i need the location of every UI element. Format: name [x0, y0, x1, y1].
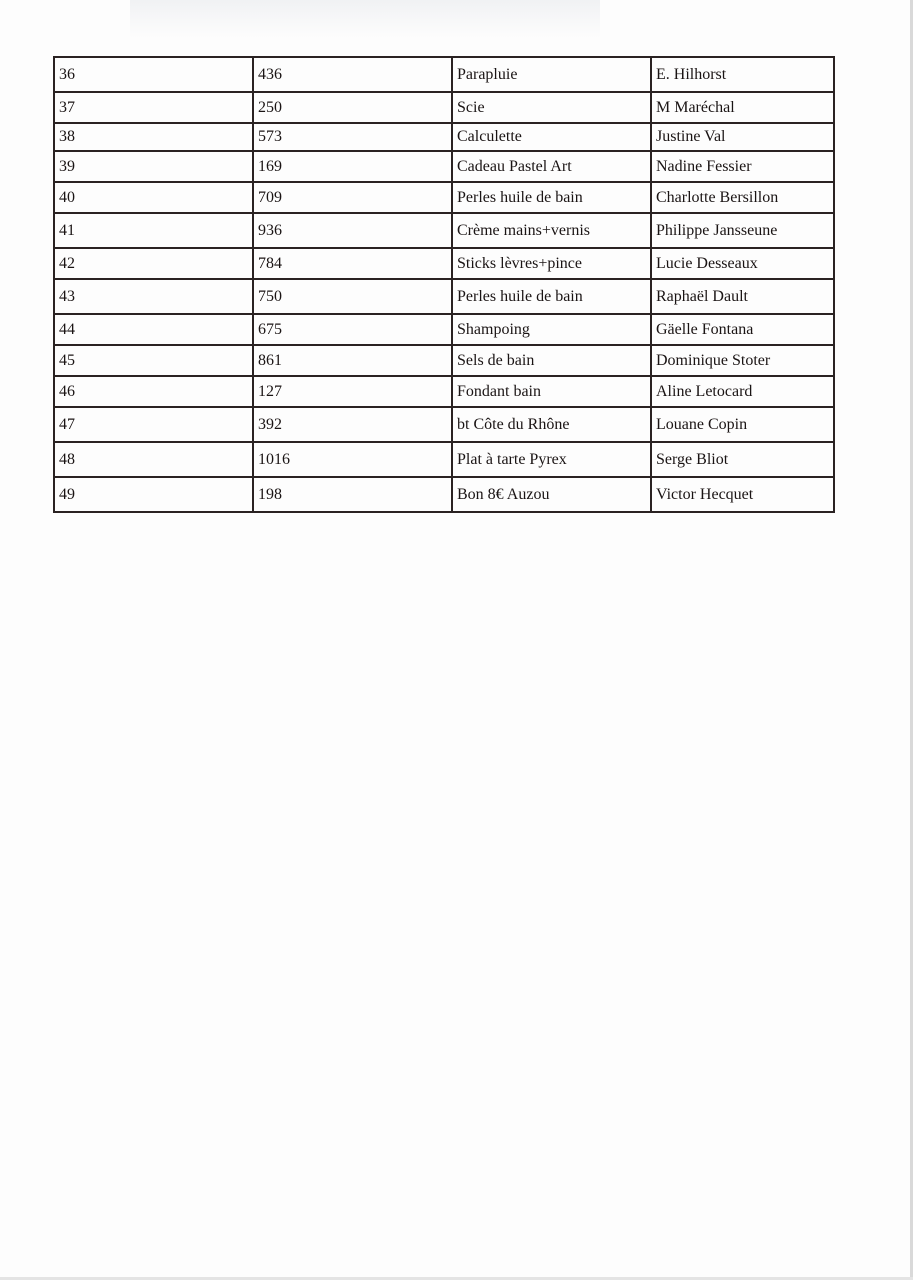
row-number-cell: 48	[54, 442, 253, 477]
ticket-number-cell: 750	[253, 279, 452, 314]
winner-cell: M Maréchal	[651, 92, 834, 123]
winner-cell: Charlotte Bersillon	[651, 182, 834, 213]
table-row	[54, 151, 834, 182]
winner-cell: Serge Bliot	[651, 442, 834, 477]
winner-cell: Louane Copin	[651, 407, 834, 442]
row-number-cell: 44	[54, 314, 253, 345]
ticket-number-cell: 573	[253, 123, 452, 151]
row-number-cell: 41	[54, 213, 253, 248]
prize-cell: Cadeau Pastel Art	[452, 151, 651, 182]
ticket-number-cell: 169	[253, 151, 452, 182]
ticket-number-cell: 675	[253, 314, 452, 345]
winner-cell: Raphaël Dault	[651, 279, 834, 314]
winner-cell: Nadine Fessier	[651, 151, 834, 182]
table-row	[54, 407, 834, 442]
table-row	[54, 345, 834, 376]
prize-cell: Perles huile de bain	[452, 182, 651, 213]
prize-cell: bt Côte du Rhône	[452, 407, 651, 442]
prize-cell: Bon 8€ Auzou	[452, 477, 651, 512]
prize-cell: Shampoing	[452, 314, 651, 345]
ticket-number-cell: 784	[253, 248, 452, 279]
row-number-cell: 38	[54, 123, 253, 151]
table-row	[54, 477, 834, 512]
table-row	[54, 279, 834, 314]
table-row	[54, 376, 834, 407]
prize-cell: Sels de bain	[452, 345, 651, 376]
bleed-through-shadow	[130, 0, 600, 38]
row-number-cell: 42	[54, 248, 253, 279]
row-number-cell: 46	[54, 376, 253, 407]
prize-cell: Fondant bain	[452, 376, 651, 407]
table-row	[54, 182, 834, 213]
lottery-results-table	[53, 56, 835, 513]
prize-cell: Crème mains+vernis	[452, 213, 651, 248]
ticket-number-cell: 250	[253, 92, 452, 123]
row-number-cell: 40	[54, 182, 253, 213]
winner-cell: Victor Hecquet	[651, 477, 834, 512]
prize-cell: Calculette	[452, 123, 651, 151]
prize-cell: Sticks lèvres+pince	[452, 248, 651, 279]
winner-cell: Lucie Desseaux	[651, 248, 834, 279]
table-row	[54, 442, 834, 477]
prize-cell: Perles huile de bain	[452, 279, 651, 314]
ticket-number-cell: 1016	[253, 442, 452, 477]
winner-cell: Dominique Stoter	[651, 345, 834, 376]
winner-cell: Aline Letocard	[651, 376, 834, 407]
table-row	[54, 314, 834, 345]
row-number-cell: 36	[54, 57, 253, 92]
ticket-number-cell: 198	[253, 477, 452, 512]
row-number-cell: 43	[54, 279, 253, 314]
row-number-cell: 47	[54, 407, 253, 442]
table-row	[54, 92, 834, 123]
ticket-number-cell: 709	[253, 182, 452, 213]
table-row	[54, 248, 834, 279]
row-number-cell: 39	[54, 151, 253, 182]
ticket-number-cell: 936	[253, 213, 452, 248]
table-row	[54, 57, 834, 92]
table-row	[54, 213, 834, 248]
prize-cell: Plat à tarte Pyrex	[452, 442, 651, 477]
row-number-cell: 49	[54, 477, 253, 512]
row-number-cell: 37	[54, 92, 253, 123]
winner-cell: Justine Val	[651, 123, 834, 151]
table-row	[54, 123, 834, 151]
ticket-number-cell: 436	[253, 57, 452, 92]
row-number-cell: 45	[54, 345, 253, 376]
ticket-number-cell: 127	[253, 376, 452, 407]
ticket-number-cell: 392	[253, 407, 452, 442]
winner-cell: Gäelle Fontana	[651, 314, 834, 345]
winner-cell: E. Hilhorst	[651, 57, 834, 92]
winner-cell: Philippe Jansseune	[651, 213, 834, 248]
ticket-number-cell: 861	[253, 345, 452, 376]
prize-cell: Parapluie	[452, 57, 651, 92]
prize-cell: Scie	[452, 92, 651, 123]
